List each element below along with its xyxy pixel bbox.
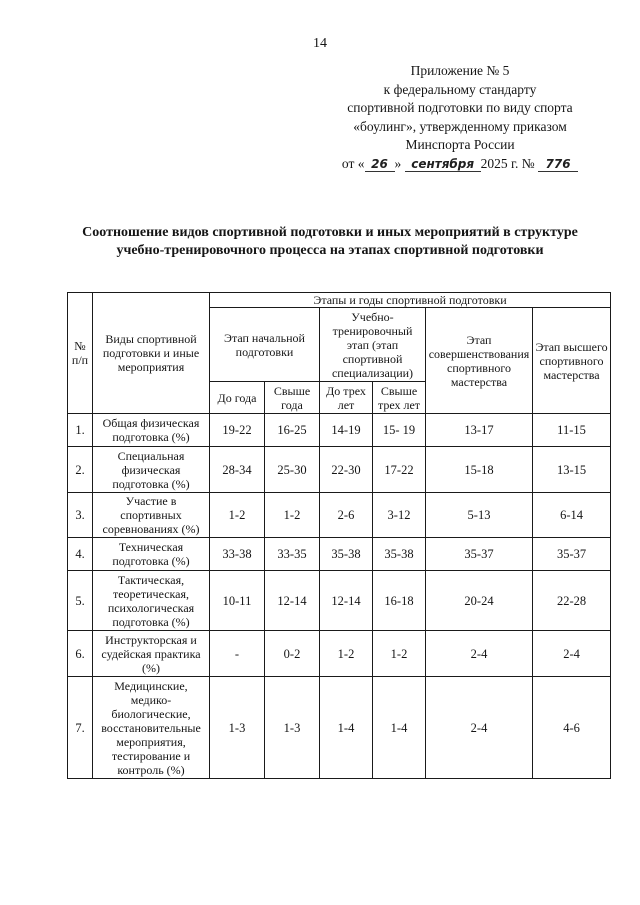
cell-value: 3-12: [373, 493, 426, 538]
cell-value: -: [210, 631, 265, 677]
header-up-to-3-years: До трех лет: [320, 382, 373, 414]
header-stage-improvement: Этап совершенствования спортивного мастерства: [426, 308, 533, 414]
order-date-line: [330, 155, 590, 174]
cell-value: 2-4: [426, 631, 533, 677]
cell-value: 2-4: [426, 677, 533, 779]
header-up-to-year: До года: [210, 382, 265, 414]
row-number: 2.: [68, 447, 93, 493]
cell-value: 22-30: [320, 447, 373, 493]
page-number: 14: [313, 36, 327, 51]
cell-value: 17-22: [373, 447, 426, 493]
header-over-year: Свыше года: [265, 382, 320, 414]
cell-value: 16-25: [265, 414, 320, 447]
row-activity: Медицинские, медико-биологические, восстановительные мероприятия, тестирование и контроль (%): [93, 677, 210, 779]
appendix-line: Минспорта России: [405, 137, 515, 152]
cell-value: 2-6: [320, 493, 373, 538]
appendix-line: к федеральному стандарту: [383, 81, 537, 97]
cell-value: 0-2: [265, 631, 320, 677]
appendix-block: [330, 62, 590, 173]
cell-value: 2-4: [533, 631, 611, 677]
cell-value: 15-18: [426, 447, 533, 493]
cell-value: 10-11: [210, 571, 265, 631]
row-number: 7.: [68, 677, 93, 779]
appendix-line: Приложение № 5: [410, 63, 510, 78]
handwritten-day: 26: [365, 157, 395, 172]
cell-value: 11-15: [533, 414, 611, 447]
cell-value: 6-14: [533, 493, 611, 538]
row-number: 5.: [68, 571, 93, 631]
cell-value: 1-3: [210, 677, 265, 779]
cell-value: 5-13: [426, 493, 533, 538]
table-row: [68, 677, 611, 779]
cell-value: 35-37: [426, 538, 533, 571]
row-number: 3.: [68, 493, 93, 538]
cell-value: 1-4: [320, 677, 373, 779]
table-row: [68, 571, 611, 631]
cell-value: 28-34: [210, 447, 265, 493]
header-stage-training: Учебно-тренировочный этап (этап спортивной специализации): [320, 308, 426, 382]
cell-value: 35-38: [320, 538, 373, 571]
row-number: 6.: [68, 631, 93, 677]
header-over-3-years: Свыше трех лет: [373, 382, 426, 414]
header-types: Виды спортивной подготовки и иные мероприятия: [93, 293, 210, 414]
date-year: 2025 г. №: [480, 155, 535, 171]
cell-value: 1-2: [320, 631, 373, 677]
cell-value: 12-14: [320, 571, 373, 631]
table-row: [68, 493, 611, 538]
cell-value: 19-22: [210, 414, 265, 447]
header-stage-initial: Этап начальной подготовки: [210, 308, 320, 382]
table-row: [68, 538, 611, 571]
appendix-line: спортивной подготовки по виду спорта: [347, 100, 573, 115]
header-stages: Этапы и годы спортивной подготовки: [210, 293, 611, 308]
handwritten-order-number: 776: [538, 157, 578, 172]
table-row: [68, 447, 611, 493]
cell-value: 4-6: [533, 677, 611, 779]
header-stage-highest: Этап высшего спортивного мастерства: [533, 308, 611, 414]
row-activity: Инструкторская и судейская практика (%): [93, 631, 210, 677]
cell-value: 16-18: [373, 571, 426, 631]
cell-value: 1-4: [373, 677, 426, 779]
cell-value: 13-15: [533, 447, 611, 493]
row-activity: Общая физическая подготовка (%): [93, 414, 210, 447]
cell-value: 1-2: [373, 631, 426, 677]
cell-value: 22-28: [533, 571, 611, 631]
training-ratio-table: [67, 292, 611, 779]
row-number: 4.: [68, 538, 93, 571]
row-number: 1.: [68, 414, 93, 447]
cell-value: 33-35: [265, 538, 320, 571]
row-activity: Специальная физическая подготовка (%): [93, 447, 210, 493]
cell-value: 13-17: [426, 414, 533, 447]
cell-value: 1-2: [265, 493, 320, 538]
appendix-line: «боулинг», утвержденному приказом: [353, 118, 567, 134]
cell-value: 1-2: [210, 493, 265, 538]
row-activity: Участие в спортивных соревнованиях (%): [93, 493, 210, 538]
table-row: [68, 414, 611, 447]
title-line: Соотношение видов спортивной подготовки и иных мероприятий в структуре: [82, 225, 578, 240]
date-day-suffix: »: [394, 155, 402, 171]
row-activity: Техническая подготовка (%): [93, 538, 210, 571]
cell-value: 35-38: [373, 538, 426, 571]
document-title: [40, 224, 620, 260]
cell-value: 20-24: [426, 571, 533, 631]
cell-value: 33-38: [210, 538, 265, 571]
handwritten-month: сентября: [405, 157, 481, 172]
cell-value: 25-30: [265, 447, 320, 493]
table-row: [68, 631, 611, 677]
cell-value: 1-3: [265, 677, 320, 779]
cell-value: 12-14: [265, 571, 320, 631]
date-prefix: от «: [341, 155, 365, 171]
cell-value: 35-37: [533, 538, 611, 571]
cell-value: 14-19: [320, 414, 373, 447]
row-activity: Тактическая, теоретическая, психологическая подготовка (%): [93, 571, 210, 631]
title-line: учебно-тренировочного процесса на этапах спортивной подготовки: [116, 243, 544, 258]
header-number: № п/п: [68, 293, 93, 414]
cell-value: 15- 19: [373, 414, 426, 447]
